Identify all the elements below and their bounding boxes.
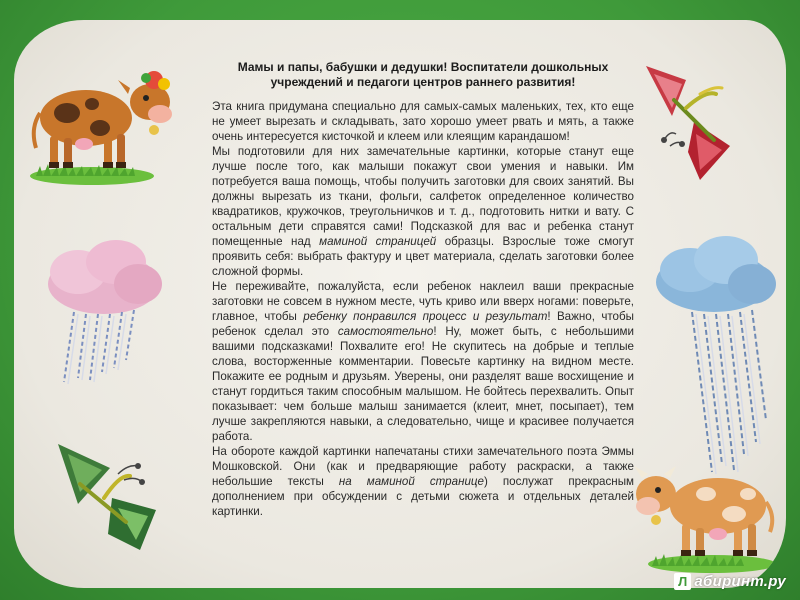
emphasized-text: ребенку понравился процесс и результат <box>303 310 548 323</box>
paragraph-preparation <box>212 144 634 279</box>
paragraph-encouragement <box>212 279 634 444</box>
paragraph-text: ! Важно, чтобы ребенок сделал это <box>212 310 634 338</box>
paragraph-text: ) послужат прекрасным дополнением при обсуждении с детьми сюжета и отдельных деталей картинки. <box>212 475 635 518</box>
instruction-text-block <box>212 60 634 519</box>
paragraph-text: Мы подготовили для них замечательные картинки, которые станут еще лучше после того, как малыши покажут свои умения и навыки. Им потребуется ваша помощь, чтобы получить заготовки для своих занятий. Вы должны вырезать из ткани, фольги, салфеток определенное количество квадратиков, кружочков, треугольничков и т. д., подготовить нитки и вату. С остальным дети справятся сами! Подсказкой для вас и ребенка станут помещенные над <box>212 145 634 248</box>
cow-illustration-top-left <box>22 58 182 188</box>
pink-rain-cloud-illustration <box>34 236 174 396</box>
paragraph-intro <box>212 99 634 144</box>
paragraph-text: Эта книга придумана специально для самых-самых маленьких, тех, кто еще не умеет вырезать и складывать, зато хорошо умеет рвать и мять, а также очень интересуется кисточкой и клеем или клеящим карандашом! <box>212 100 634 143</box>
paragraph-text: образцы. Взрослые тоже смогут проявить себя: выбрать фактуру и цвет материала, сделать заготовки более сложной формы. <box>212 235 634 278</box>
butterfly-illustration-bottom-left <box>54 438 184 558</box>
cow-illustration-bottom-right <box>622 454 782 578</box>
emphasized-text: самостоятельно <box>337 325 434 338</box>
emphasized-text: на маминой странице <box>338 475 484 488</box>
book-page <box>14 20 786 588</box>
butterfly-illustration-top-right <box>634 60 744 190</box>
blue-rain-cloud-illustration <box>644 232 784 492</box>
paragraph-text: Не переживайте, пожалуйста, если ребенок наклеил ваши прекрасные заготовки не совсем в нужном месте, чуть криво или вверх ногами: поверьте, главное, чтобы <box>212 280 634 323</box>
labirint-logo-mark: Л <box>674 573 691 590</box>
paragraph-text: На обороте каждой картинки напечатаны стихи замечательного поэта Эммы Мошковской. Они (как и предваряющие работу раскраски, а также небольшие тексты <box>212 445 634 488</box>
page-heading: Мамы и папы, бабушки и дедушки! Воспитатели дошкольных учреждений и педагоги центров раннего развития! <box>237 60 609 89</box>
labirint-watermark <box>674 573 786 590</box>
emphasized-text: маминой страницей <box>319 235 437 248</box>
paragraph-text: ! Ну, может быть, с небольшими вашими подсказками! Похвалите его! Не скупитесь на добрые и теплые слова, восторженные комментарии. Повесьте картинку на видном месте. Покажите ее родным и друзьям. Уверены, они разделят ваше восхищение и станут гордиться таким способным малышом. Не бойтесь перехвалить. Опыт показывает: чем больше малыш занимается (клеит, мнет, посыпает), тем лучше закрепляются навыки, а следовательно, чище и красивее получается работа. <box>212 325 635 443</box>
paragraph-poems <box>212 444 634 519</box>
labirint-watermark-text: абиринт.ру <box>694 573 786 590</box>
